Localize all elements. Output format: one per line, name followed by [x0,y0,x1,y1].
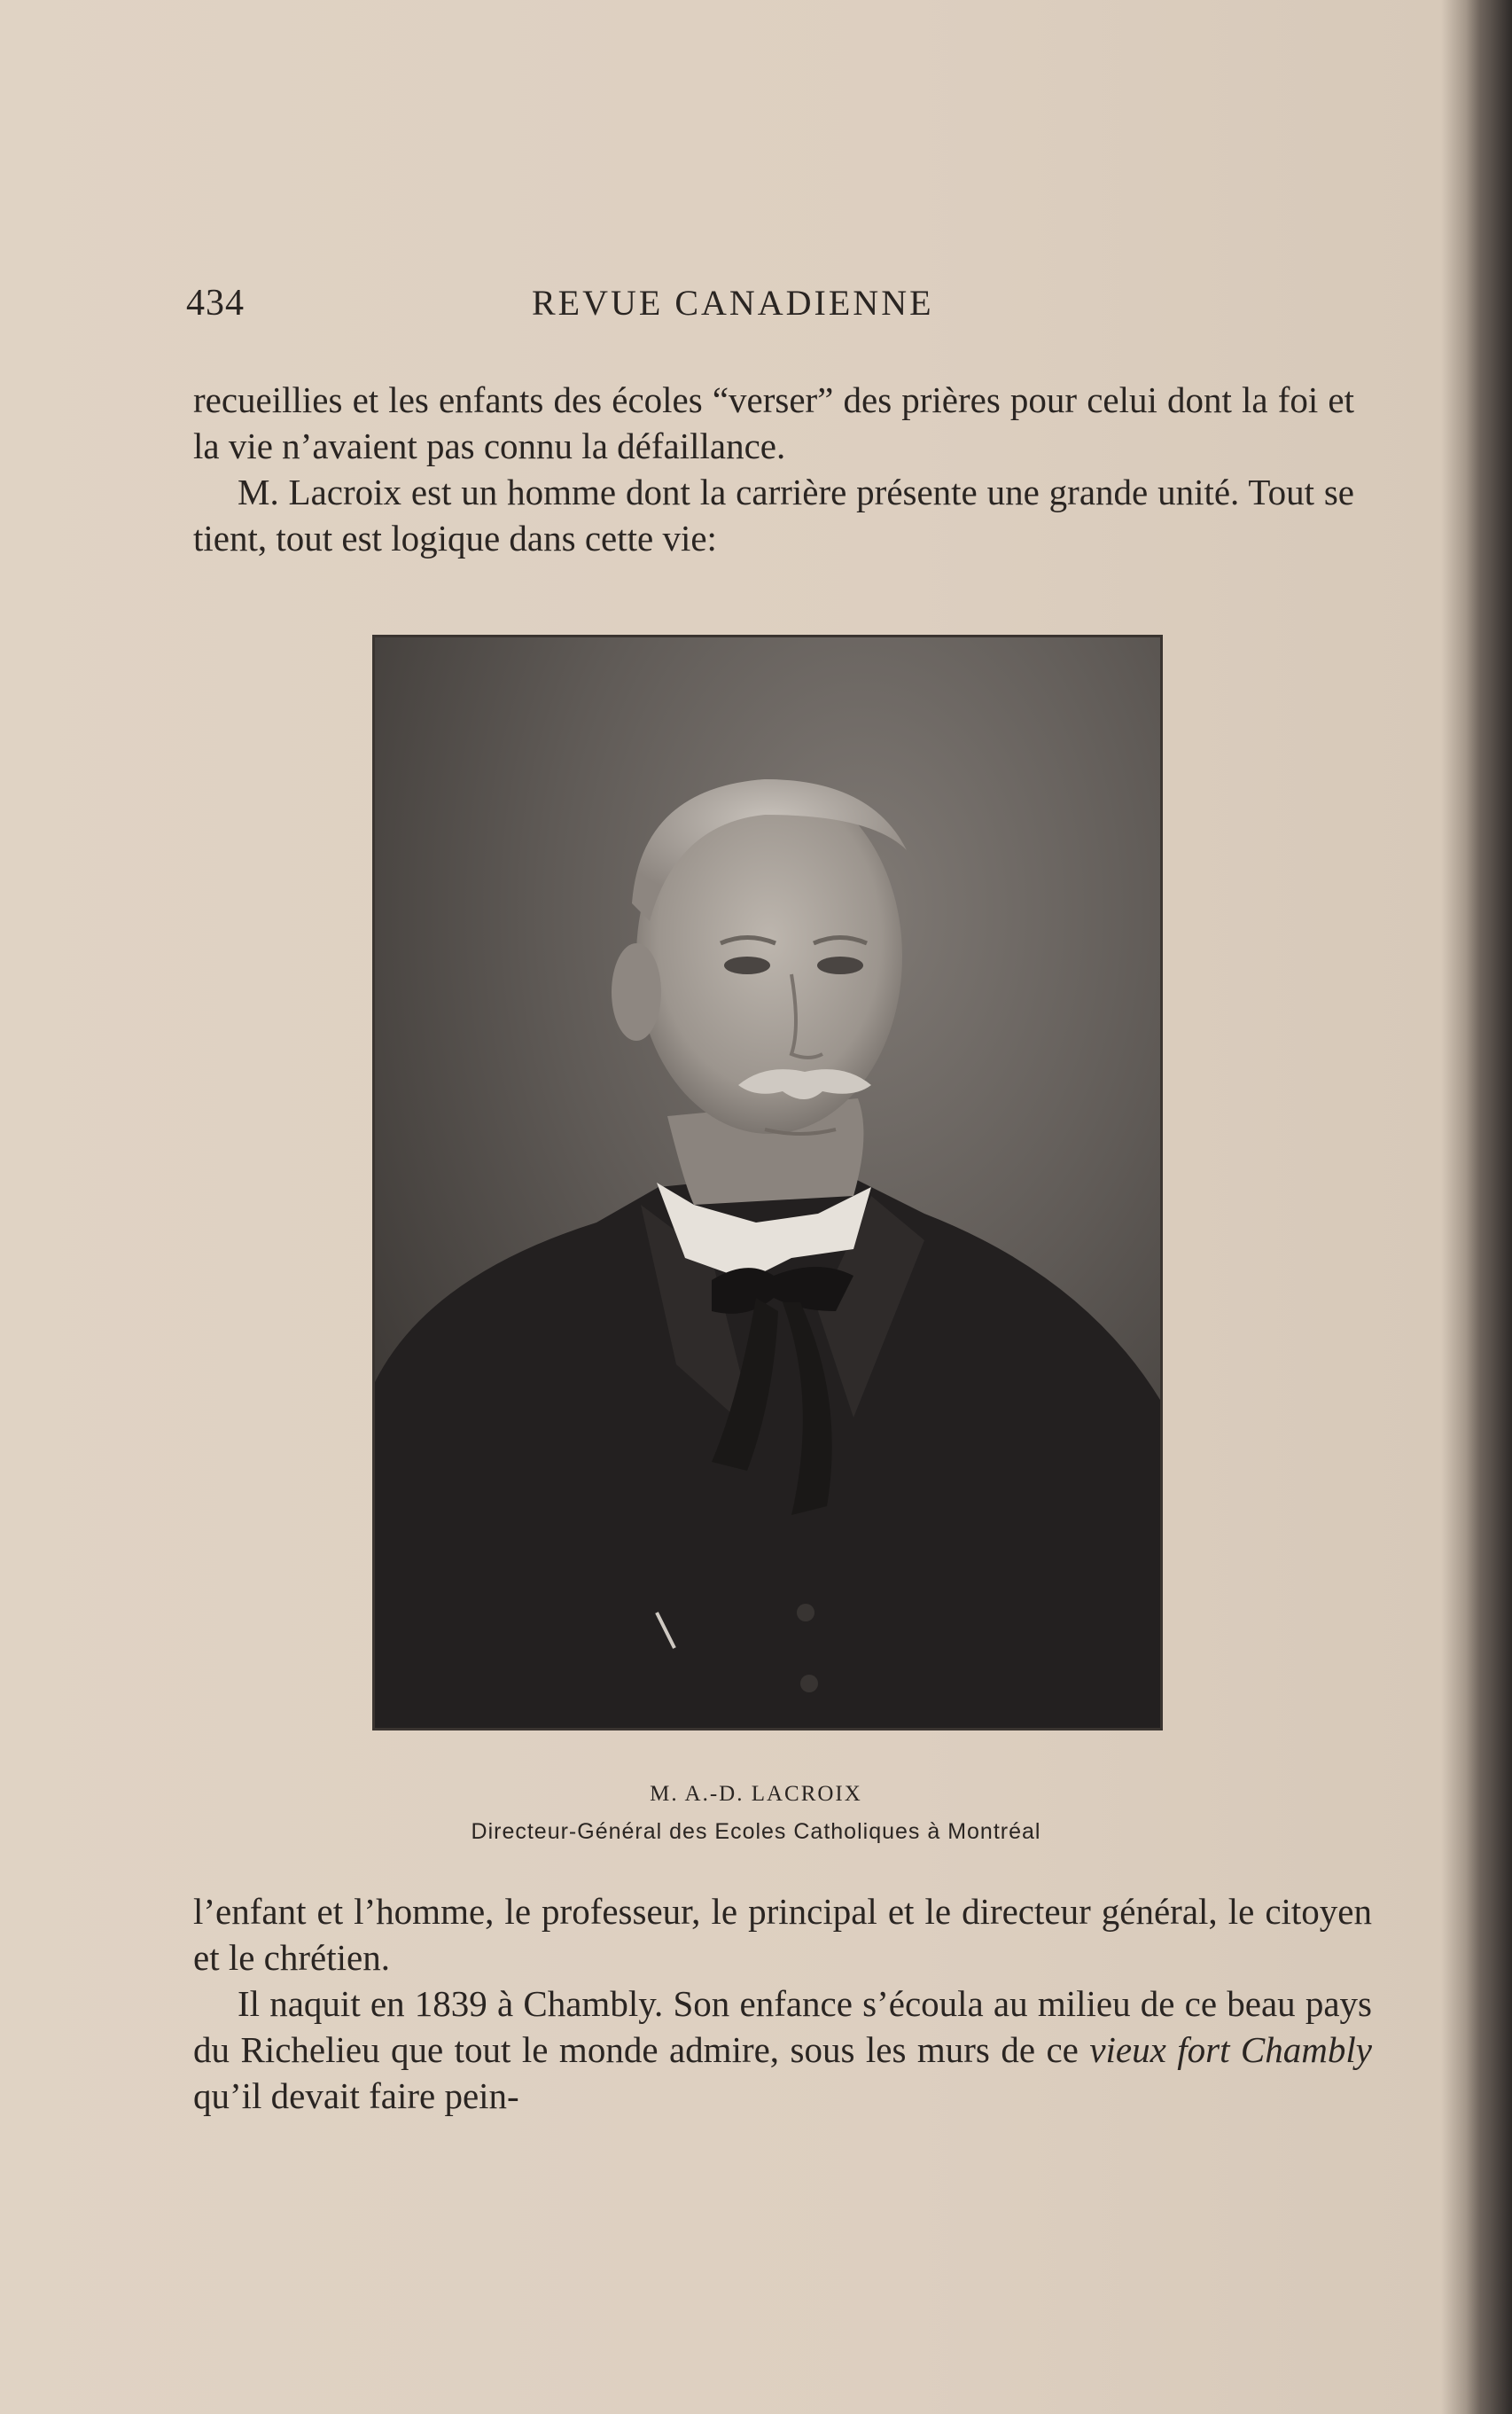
paragraph-birth [193,1980,1372,2119]
portrait-photograph [372,635,1163,1730]
figure-caption-name: M. A.-D. LACROIX [650,1782,862,1806]
continued-sentence: l’enfant et l’homme, le professeur, le principal et le directeur général, le citoyen et le chrétien. [193,1891,1372,1978]
continued-paragraph: recueillies et les enfants des écoles “verser” des prières pour celui dont la foi et la vie n’avaient pas connu la défaillance. [193,379,1354,466]
book-binding-shadow [1441,0,1512,2414]
figure-caption-title: Directeur-Général des Ecoles Catholiques à Montréal [471,1819,1041,1844]
italic-place-name: vieux fort Chambly [1089,2029,1372,2070]
portrait-illustration [375,637,1160,1728]
paragraph-lacroix-career: M. Lacroix est un homme dont la carrière présente une grande unité. Tout se tient, tout est logique dans cette vie: [193,472,1354,559]
top-text-block [193,377,1354,561]
birth-text-end: qu’il devait faire pein- [193,2075,519,2116]
bottom-text-block [193,1888,1372,2119]
running-title: REVUE CANADIENNE [532,283,934,323]
page-number: 434 [186,283,245,324]
birth-text-start: Il naquit en 1839 à Chambly. Son enfance s’écoula au milieu de ce beau pays du Richelieu que tout le monde admire, sous les murs de ce [193,1983,1372,2070]
page-header [186,282,1365,335]
